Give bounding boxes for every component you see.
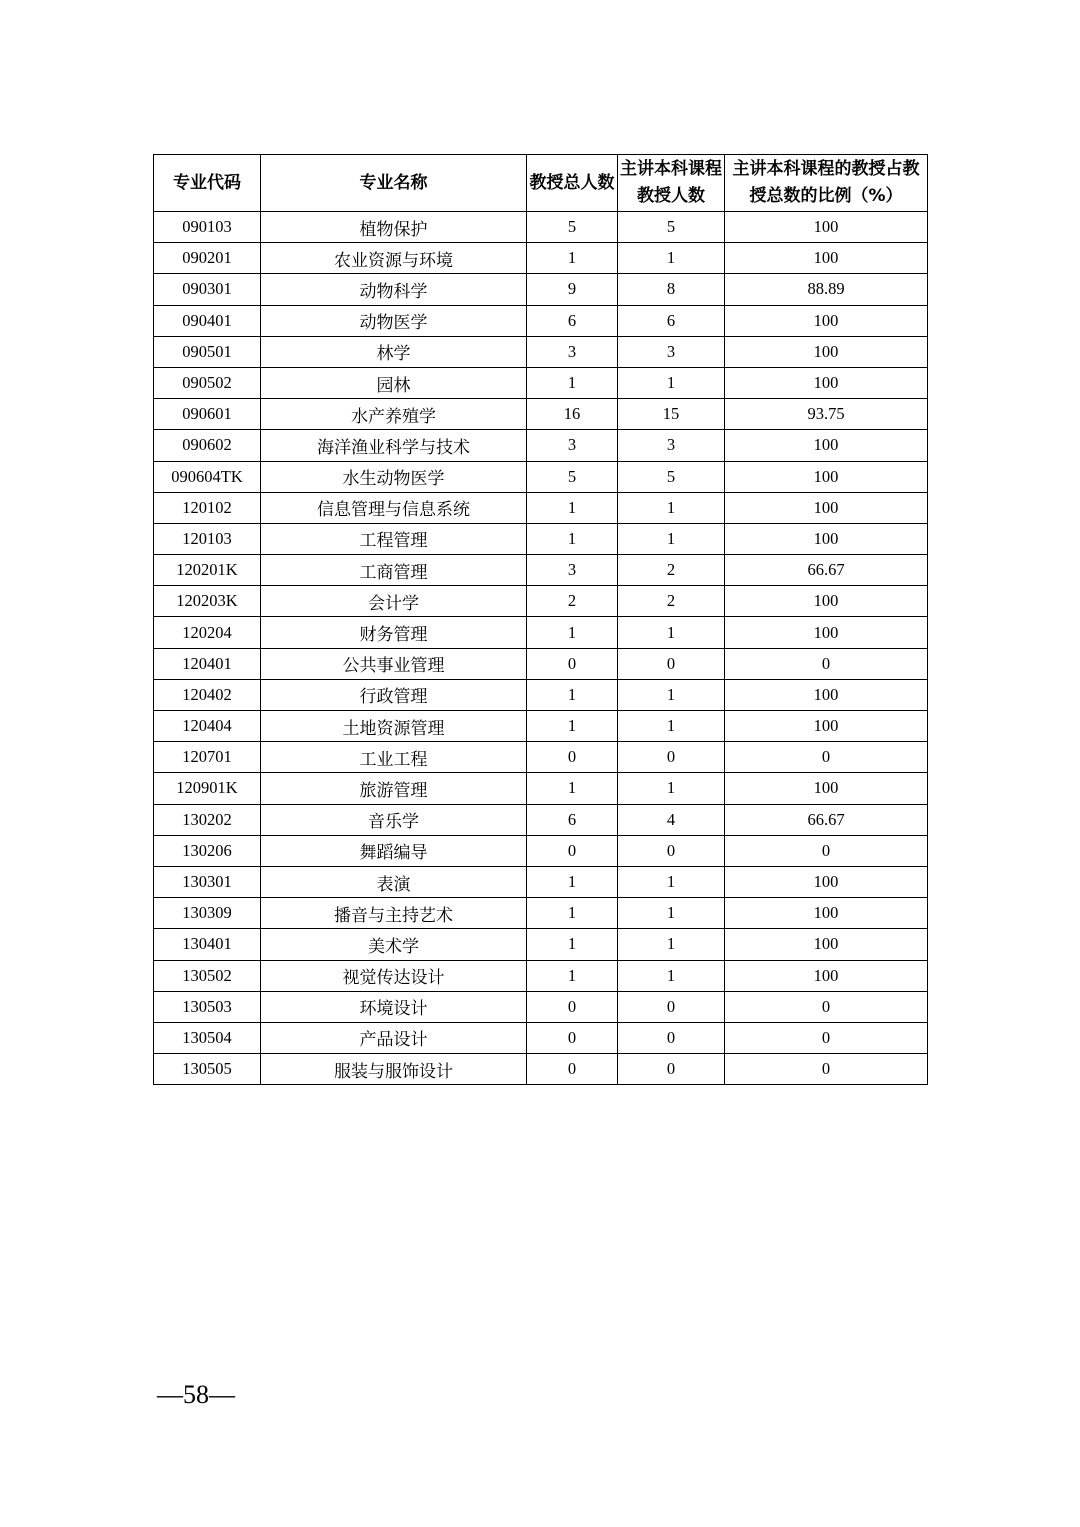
cell-major-name: 公共事业管理 <box>261 648 527 679</box>
cell-major-name: 水生动物医学 <box>261 461 527 492</box>
cell-professors-teaching: 1 <box>618 773 725 804</box>
cell-professors-teaching: 3 <box>618 430 725 461</box>
cell-major-code: 130301 <box>154 866 261 897</box>
table-row <box>154 555 928 586</box>
cell-major-code: 120103 <box>154 523 261 554</box>
cell-professors-teaching: 2 <box>618 586 725 617</box>
cell-professor-total: 1 <box>527 367 618 398</box>
table-row <box>154 898 928 929</box>
cell-professors-teaching: 1 <box>618 679 725 710</box>
cell-teaching-ratio: 0 <box>725 648 928 679</box>
table-row <box>154 430 928 461</box>
table-row <box>154 679 928 710</box>
header-professor-total: 教授总人数 <box>527 155 618 212</box>
cell-major-code: 090103 <box>154 212 261 243</box>
table-row <box>154 991 928 1022</box>
cell-major-code: 120404 <box>154 711 261 742</box>
cell-major-name: 海洋渔业科学与技术 <box>261 430 527 461</box>
cell-professors-teaching: 1 <box>618 929 725 960</box>
cell-professors-teaching: 1 <box>618 367 725 398</box>
cell-professor-total: 0 <box>527 835 618 866</box>
cell-major-name: 动物医学 <box>261 305 527 336</box>
table-row <box>154 461 928 492</box>
cell-professor-total: 0 <box>527 648 618 679</box>
cell-teaching-ratio: 100 <box>725 367 928 398</box>
cell-professor-total: 1 <box>527 492 618 523</box>
cell-major-name: 工商管理 <box>261 555 527 586</box>
cell-major-code: 120203K <box>154 586 261 617</box>
cell-professor-total: 1 <box>527 866 618 897</box>
cell-major-code: 130401 <box>154 929 261 960</box>
cell-major-name: 信息管理与信息系统 <box>261 492 527 523</box>
cell-major-code: 120401 <box>154 648 261 679</box>
cell-teaching-ratio: 100 <box>725 617 928 648</box>
cell-professors-teaching: 1 <box>618 523 725 554</box>
cell-major-code: 120204 <box>154 617 261 648</box>
table-row <box>154 617 928 648</box>
cell-major-code: 130504 <box>154 1022 261 1053</box>
cell-major-name: 动物科学 <box>261 274 527 305</box>
cell-major-code: 130502 <box>154 960 261 991</box>
cell-teaching-ratio: 100 <box>725 866 928 897</box>
cell-major-code: 090201 <box>154 243 261 274</box>
cell-professors-teaching: 5 <box>618 461 725 492</box>
cell-professor-total: 1 <box>527 243 618 274</box>
cell-professor-total: 0 <box>527 991 618 1022</box>
cell-teaching-ratio: 100 <box>725 243 928 274</box>
cell-professors-teaching: 1 <box>618 243 725 274</box>
cell-teaching-ratio: 100 <box>725 711 928 742</box>
cell-professors-teaching: 4 <box>618 804 725 835</box>
cell-major-name: 播音与主持艺术 <box>261 898 527 929</box>
table-row <box>154 586 928 617</box>
cell-professor-total: 1 <box>527 617 618 648</box>
cell-major-name: 工程管理 <box>261 523 527 554</box>
cell-teaching-ratio: 100 <box>725 430 928 461</box>
table-body <box>154 212 928 1085</box>
cell-professors-teaching: 0 <box>618 835 725 866</box>
cell-major-code: 130505 <box>154 1054 261 1085</box>
cell-professor-total: 1 <box>527 929 618 960</box>
table-row <box>154 305 928 336</box>
cell-major-code: 090502 <box>154 367 261 398</box>
table-row <box>154 336 928 367</box>
cell-major-name: 财务管理 <box>261 617 527 648</box>
cell-professor-total: 1 <box>527 898 618 929</box>
cell-teaching-ratio: 66.67 <box>725 804 928 835</box>
cell-major-name: 视觉传达设计 <box>261 960 527 991</box>
cell-teaching-ratio: 100 <box>725 773 928 804</box>
cell-major-name: 农业资源与环境 <box>261 243 527 274</box>
cell-professor-total: 5 <box>527 461 618 492</box>
cell-teaching-ratio: 100 <box>725 492 928 523</box>
cell-professors-teaching: 6 <box>618 305 725 336</box>
table-header-row <box>154 155 928 212</box>
cell-professor-total: 2 <box>527 586 618 617</box>
cell-professors-teaching: 1 <box>618 898 725 929</box>
cell-major-code: 130202 <box>154 804 261 835</box>
cell-professors-teaching: 8 <box>618 274 725 305</box>
cell-teaching-ratio: 88.89 <box>725 274 928 305</box>
cell-professors-teaching: 2 <box>618 555 725 586</box>
cell-professors-teaching: 5 <box>618 212 725 243</box>
table-row <box>154 1054 928 1085</box>
table-row <box>154 711 928 742</box>
cell-major-code: 090601 <box>154 399 261 430</box>
table-row <box>154 399 928 430</box>
cell-professor-total: 0 <box>527 742 618 773</box>
cell-major-code: 090301 <box>154 274 261 305</box>
cell-major-name: 林学 <box>261 336 527 367</box>
cell-professors-teaching: 1 <box>618 711 725 742</box>
cell-teaching-ratio: 0 <box>725 835 928 866</box>
cell-major-name: 环境设计 <box>261 991 527 1022</box>
cell-professor-total: 5 <box>527 212 618 243</box>
table-row <box>154 773 928 804</box>
cell-professors-teaching: 15 <box>618 399 725 430</box>
cell-major-name: 植物保护 <box>261 212 527 243</box>
cell-professors-teaching: 1 <box>618 492 725 523</box>
cell-teaching-ratio: 100 <box>725 212 928 243</box>
cell-teaching-ratio: 100 <box>725 898 928 929</box>
cell-major-name: 音乐学 <box>261 804 527 835</box>
table-row <box>154 835 928 866</box>
table-row <box>154 274 928 305</box>
cell-teaching-ratio: 0 <box>725 1054 928 1085</box>
table-row <box>154 648 928 679</box>
table-row <box>154 243 928 274</box>
table-row <box>154 367 928 398</box>
cell-major-code: 120701 <box>154 742 261 773</box>
cell-professors-teaching: 0 <box>618 1054 725 1085</box>
cell-teaching-ratio: 100 <box>725 586 928 617</box>
cell-major-name: 舞蹈编导 <box>261 835 527 866</box>
cell-major-code: 090604TK <box>154 461 261 492</box>
cell-major-name: 土地资源管理 <box>261 711 527 742</box>
cell-major-name: 服装与服饰设计 <box>261 1054 527 1085</box>
cell-major-name: 表演 <box>261 866 527 897</box>
cell-professor-total: 1 <box>527 773 618 804</box>
cell-professor-total: 1 <box>527 679 618 710</box>
cell-professor-total: 0 <box>527 1054 618 1085</box>
cell-major-code: 120201K <box>154 555 261 586</box>
cell-professor-total: 16 <box>527 399 618 430</box>
cell-professors-teaching: 0 <box>618 1022 725 1053</box>
cell-major-code: 120901K <box>154 773 261 804</box>
cell-professors-teaching: 3 <box>618 336 725 367</box>
cell-major-name: 水产养殖学 <box>261 399 527 430</box>
cell-major-name: 旅游管理 <box>261 773 527 804</box>
table-row <box>154 866 928 897</box>
cell-major-code: 130309 <box>154 898 261 929</box>
table-row <box>154 804 928 835</box>
cell-major-code: 090602 <box>154 430 261 461</box>
cell-major-code: 120402 <box>154 679 261 710</box>
cell-professor-total: 6 <box>527 305 618 336</box>
cell-professors-teaching: 1 <box>618 866 725 897</box>
header-teaching-ratio: 主讲本科课程的教授占教授总数的比例（%） <box>725 155 928 212</box>
cell-major-code: 090401 <box>154 305 261 336</box>
cell-major-name: 产品设计 <box>261 1022 527 1053</box>
cell-major-name: 园林 <box>261 367 527 398</box>
cell-professors-teaching: 1 <box>618 960 725 991</box>
header-professors-teaching: 主讲本科课程教授人数 <box>618 155 725 212</box>
cell-professor-total: 1 <box>527 960 618 991</box>
cell-professor-total: 1 <box>527 523 618 554</box>
table-row <box>154 929 928 960</box>
header-major-name: 专业名称 <box>261 155 527 212</box>
table-row <box>154 523 928 554</box>
cell-professor-total: 1 <box>527 711 618 742</box>
cell-professors-teaching: 0 <box>618 648 725 679</box>
table-row <box>154 1022 928 1053</box>
cell-teaching-ratio: 100 <box>725 523 928 554</box>
cell-teaching-ratio: 100 <box>725 929 928 960</box>
page-number: —58— <box>157 1380 235 1409</box>
cell-teaching-ratio: 66.67 <box>725 555 928 586</box>
cell-teaching-ratio: 0 <box>725 991 928 1022</box>
cell-teaching-ratio: 100 <box>725 305 928 336</box>
cell-teaching-ratio: 100 <box>725 679 928 710</box>
cell-professors-teaching: 0 <box>618 991 725 1022</box>
cell-major-name: 美术学 <box>261 929 527 960</box>
cell-professor-total: 0 <box>527 1022 618 1053</box>
cell-major-code: 130503 <box>154 991 261 1022</box>
cell-major-name: 行政管理 <box>261 679 527 710</box>
cell-professors-teaching: 0 <box>618 742 725 773</box>
cell-professor-total: 3 <box>527 336 618 367</box>
cell-teaching-ratio: 93.75 <box>725 399 928 430</box>
table-row <box>154 960 928 991</box>
professor-teaching-table <box>153 154 928 1085</box>
table-row <box>154 742 928 773</box>
cell-professor-total: 3 <box>527 430 618 461</box>
cell-major-code: 120102 <box>154 492 261 523</box>
cell-teaching-ratio: 0 <box>725 1022 928 1053</box>
cell-professor-total: 9 <box>527 274 618 305</box>
table-row <box>154 212 928 243</box>
cell-major-code: 090501 <box>154 336 261 367</box>
cell-professor-total: 3 <box>527 555 618 586</box>
cell-teaching-ratio: 100 <box>725 960 928 991</box>
cell-teaching-ratio: 100 <box>725 336 928 367</box>
cell-major-code: 130206 <box>154 835 261 866</box>
cell-teaching-ratio: 0 <box>725 742 928 773</box>
cell-major-name: 会计学 <box>261 586 527 617</box>
cell-professor-total: 6 <box>527 804 618 835</box>
cell-major-name: 工业工程 <box>261 742 527 773</box>
table-row <box>154 492 928 523</box>
cell-professors-teaching: 1 <box>618 617 725 648</box>
cell-teaching-ratio: 100 <box>725 461 928 492</box>
header-major-code: 专业代码 <box>154 155 261 212</box>
